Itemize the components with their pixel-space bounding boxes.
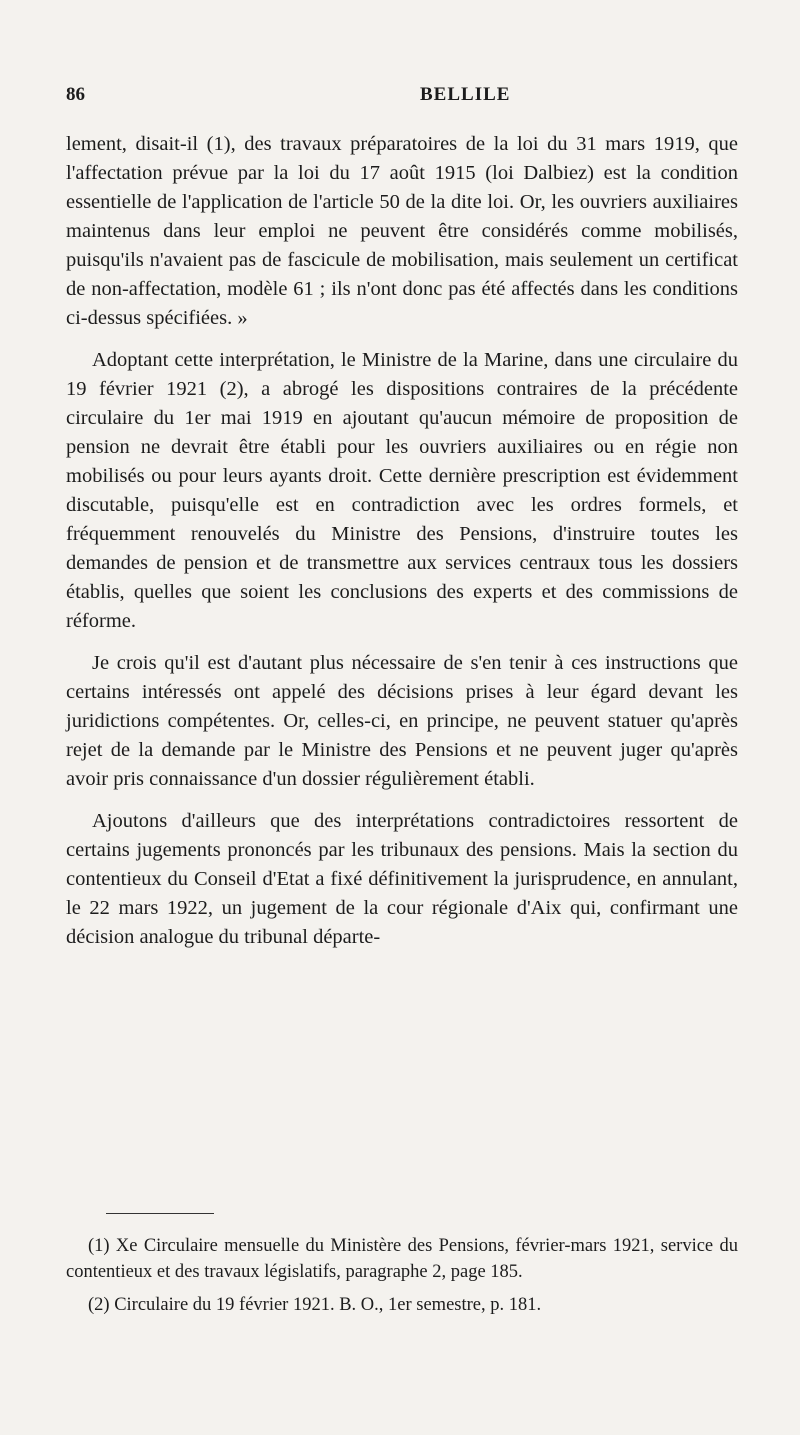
paragraph-2: Adoptant cette interprétation, le Ministre de la Marine, dans une circulaire du 19 février 1921 (2), a abrogé les dispositions contraires de la précédente circulaire du 1er mai 1919 en ajoutant qu'aucun mémoire de proposition de pension ne devrait être établi pour les ouvriers auxiliaires ou en régie non mobilisés ou pour leurs ayants droit. Cette dernière prescription est évidemment discutable, puisqu'elle est en contradiction avec les ordres formels, et fréquemment renouvelés du Ministre des Pensions, d'instruire toutes les demandes de pension et de transmettre aux services centraux tous les dossiers établis, quelles que soient les conclusions des experts et des commissions de réforme.	[66, 349, 738, 632]
page-number: 86	[66, 84, 85, 105]
running-title: BELLILE	[420, 84, 511, 105]
paragraph-4: Ajoutons d'ailleurs que des interprétations contradictoires ressortent de certains jugements prononcés par les tribunaux des pensions. Mais la section du contentieux du Conseil d'Etat a fixé définitivement la jurisprudence, en annulant, le 22 mars 1922, un jugement de la cour régionale d'Aix qui, confirmant une décision analogue du tribunal départe-	[66, 810, 738, 948]
paragraph-3: Je crois qu'il est d'autant plus nécessaire de s'en tenir à ces instructions que certains intéressés ont appelé des décisions prises à leur égard devant les juridictions compétentes. Or, celles-ci, en principe, ne peuvent statuer qu'après rejet de la demande par le Ministre des Pensions et ne peuvent juger qu'après avoir pris connaissance d'un dossier régulièrement établi.	[66, 652, 738, 790]
footnote-1: (1) Xe Circulaire mensuelle du Ministère des Pensions, février-mars 1921, service du contentieux et des travaux législatifs, paragraphe 2, page 185.	[66, 1236, 738, 1282]
footnote-2: (2) Circulaire du 19 février 1921. B. O., 1er semestre, p. 181.	[88, 1295, 542, 1315]
footnote-rule	[106, 1213, 214, 1214]
paragraph-1: lement, disait-il (1), des travaux préparatoires de la loi du 31 mars 1919, que l'affectation prévue par la loi du 17 août 1915 (loi Dalbiez) est la condition essentielle de l'application de l'article 50 de la dite loi. Or, les ouvriers auxiliaires maintenus dans leur emploi ne peuvent être considérés comme mobilisés, puisqu'ils n'avaient pas de fascicule de mobilisation, mais seulement un certificat de non-affectation, modèle 61 ; ils n'ont donc pas été affectés dans les conditions ci-dessus spécifiées. »	[66, 133, 738, 329]
footnotes	[66, 1233, 738, 1318]
body-text	[66, 130, 738, 952]
running-head	[66, 84, 738, 108]
